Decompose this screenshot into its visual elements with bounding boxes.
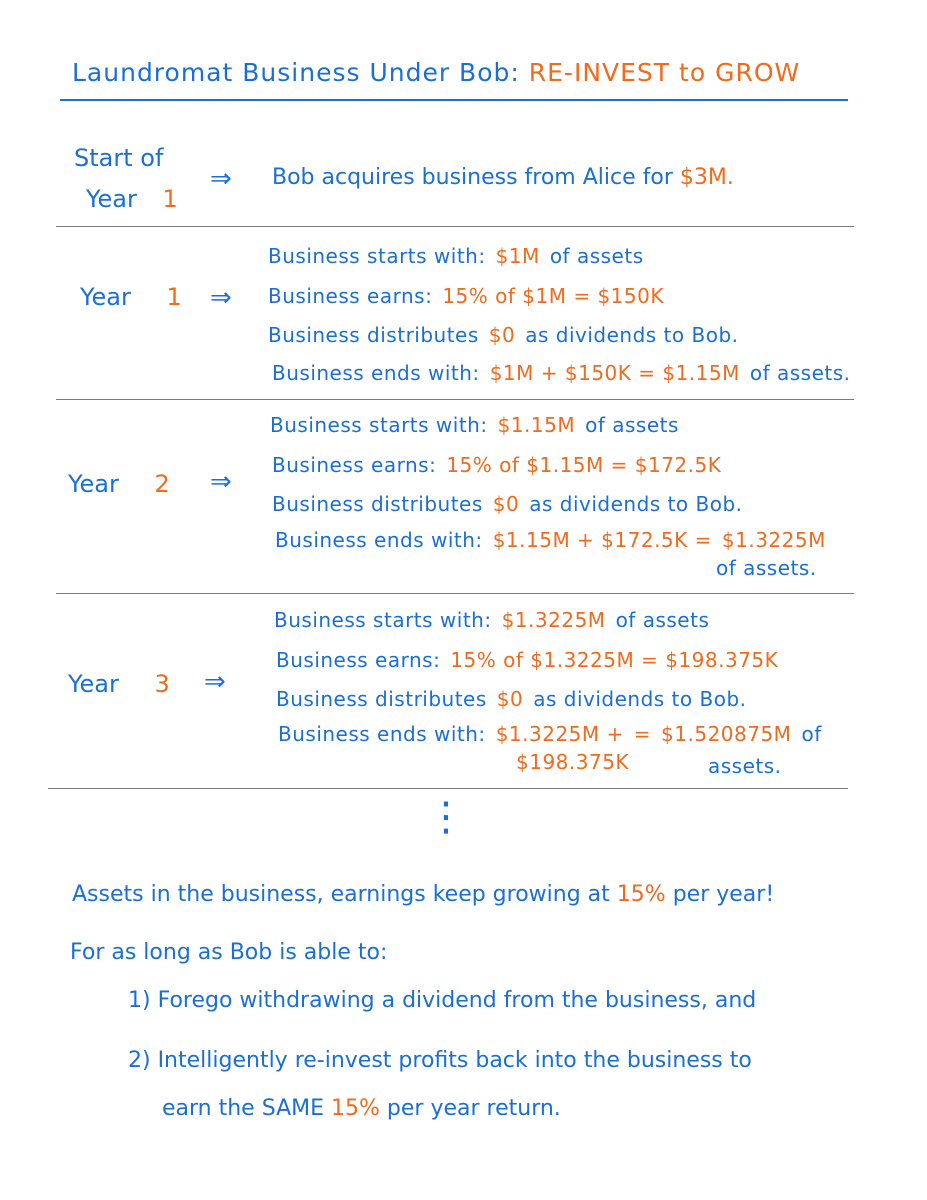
year1-starts-value: $1M — [495, 244, 540, 268]
year1-label-num: 1 — [166, 283, 182, 311]
start-text — [272, 165, 734, 190]
year1-ends-value: $1M + $150K = $1.15M — [489, 361, 740, 385]
year3-starts-line — [274, 608, 719, 632]
year2-starts-line — [270, 413, 689, 437]
year1-label-text: Year — [80, 283, 131, 311]
title-underline — [60, 99, 848, 101]
year1-distributes-prefix: Business distributes — [268, 323, 479, 347]
year3-earns-value: 15% of $1.3225M = $198.375K — [450, 648, 779, 672]
year2-starts-value: $1.15M — [497, 413, 576, 437]
year3-arrow-icon: ⇒ — [204, 667, 226, 697]
year2-earns-value: 15% of $1.15M = $172.5K — [446, 453, 722, 477]
summary-line1 — [72, 882, 774, 907]
year3-distributes-prefix: Business distributes — [276, 687, 487, 711]
year3-ends-prefix: Business ends with: — [278, 722, 486, 746]
title-prefix: Laundromat Business Under Bob: — [72, 58, 520, 87]
start-label-line2 — [86, 185, 178, 213]
year2-distributes-line — [272, 492, 753, 516]
year3-ends-eq: = — [633, 722, 652, 746]
summary-line1-value: 15% — [616, 882, 666, 907]
start-label-year: Year — [86, 185, 137, 213]
summary-item2-line1: 2) Intelligently re-invest profits back into the business to — [128, 1048, 752, 1073]
year1-arrow-icon: ⇒ — [210, 283, 232, 313]
year1-ends-suffix: of assets. — [749, 361, 851, 385]
start-amount: $3M. — [679, 165, 734, 190]
year3-distributes-value: $0 — [496, 687, 524, 711]
year2-earns-prefix: Business earns: — [272, 453, 437, 477]
year2-label-text: Year — [68, 470, 119, 498]
divider-4 — [48, 788, 848, 789]
year2-ends-result: $1.3225M — [721, 528, 826, 552]
summary-item2-value: 15% — [331, 1096, 380, 1121]
year3-ends-of: of — [801, 722, 822, 746]
year1-ends-prefix: Business ends with: — [272, 361, 480, 385]
year1-starts-line — [268, 244, 654, 268]
page-title — [72, 58, 800, 87]
summary-line1-prefix: Assets in the business, earnings keep growing at — [72, 882, 610, 907]
start-label-line1: Start of — [74, 144, 164, 172]
title-highlight2: GROW — [715, 58, 801, 87]
divider-2 — [56, 399, 854, 400]
year1-starts-suffix: of assets — [549, 244, 644, 268]
summary-line2: For as long as Bob is able to: — [70, 940, 388, 965]
year3-starts-prefix: Business starts with: — [274, 608, 492, 632]
divider-3 — [56, 593, 854, 594]
year2-ends-suffix: of assets. — [716, 556, 817, 580]
vertical-ellipsis-icon: ⋮ — [426, 794, 466, 840]
title-connector: to — [679, 58, 707, 87]
year3-ends-value: $1.3225M + — [495, 722, 624, 746]
year3-distributes-suffix: as dividends to Bob. — [533, 687, 747, 711]
summary-item2-line2 — [162, 1096, 561, 1121]
year1-distributes-value: $0 — [488, 323, 516, 347]
year3-ends-suffix: assets. — [708, 754, 782, 778]
year3-ends-result: $1.520875M — [661, 722, 792, 746]
year2-label — [68, 470, 170, 498]
year3-starts-suffix: of assets — [615, 608, 710, 632]
year1-distributes-line — [268, 323, 749, 347]
year2-ends-line — [275, 528, 836, 552]
start-label-num: 1 — [162, 185, 178, 213]
title-highlight: RE-INVEST — [528, 58, 671, 87]
summary-line1-suffix: per year! — [672, 882, 775, 907]
year3-ends-value2: $198.375K — [516, 750, 630, 774]
year1-earns-value: 15% of $1M = $150K — [442, 284, 664, 308]
summary-item2-prefix: earn the SAME — [162, 1096, 325, 1121]
year1-ends-line — [272, 361, 861, 385]
year3-label — [68, 670, 170, 698]
year3-label-text: Year — [68, 670, 119, 698]
year2-distributes-value: $0 — [492, 492, 520, 516]
summary-item2-suffix: per year return. — [386, 1096, 561, 1121]
year2-starts-suffix: of assets — [585, 413, 679, 437]
year1-earns-line — [268, 284, 674, 308]
summary-item1: 1) Forego withdrawing a dividend from the business, and — [128, 988, 757, 1013]
start-description: Bob acquires business from Alice for — [272, 165, 673, 190]
year2-distributes-prefix: Business distributes — [272, 492, 483, 516]
year1-label — [80, 283, 182, 311]
year3-ends-line — [278, 722, 832, 746]
year1-distributes-suffix: as dividends to Bob. — [525, 323, 739, 347]
year3-starts-value: $1.3225M — [501, 608, 606, 632]
start-arrow-icon: ⇒ — [210, 164, 232, 194]
year2-starts-prefix: Business starts with: — [270, 413, 488, 437]
year2-label-num: 2 — [154, 470, 170, 498]
year3-label-num: 3 — [154, 670, 170, 698]
year3-earns-prefix: Business earns: — [276, 648, 441, 672]
year1-earns-prefix: Business earns: — [268, 284, 433, 308]
divider-1 — [56, 226, 854, 227]
year3-earns-line — [276, 648, 788, 672]
year3-distributes-line — [276, 687, 757, 711]
year2-ends-prefix: Business ends with: — [275, 528, 483, 552]
year1-starts-prefix: Business starts with: — [268, 244, 486, 268]
year2-distributes-suffix: as dividends to Bob. — [529, 492, 743, 516]
year2-ends-value: $1.15M + $172.5K = — [492, 528, 712, 552]
year2-arrow-icon: ⇒ — [210, 467, 232, 497]
year2-earns-line — [272, 453, 731, 477]
